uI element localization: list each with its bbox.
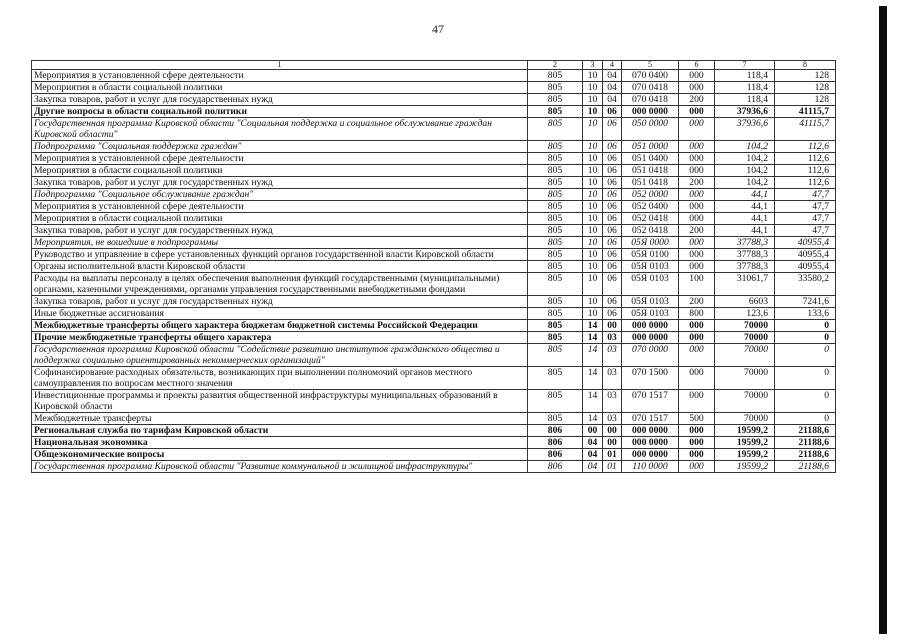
- code-target-cell: 070 0400: [622, 70, 679, 82]
- row-name-cell: Мероприятия в области социальной политики: [32, 213, 528, 225]
- code-admin-cell: 805: [528, 344, 583, 367]
- table-row: [32, 296, 836, 308]
- code-subsection-cell: 04: [603, 94, 622, 106]
- table-row: [32, 249, 836, 261]
- header-cell: 1: [32, 61, 528, 70]
- header-cell: 7: [715, 61, 775, 70]
- amount-year2-cell: 0: [775, 320, 836, 332]
- code-target-cell: 052 0400: [622, 201, 679, 213]
- amount-year2-cell: 0: [775, 344, 836, 367]
- code-target-cell: 05Я 0103: [622, 261, 679, 273]
- code-target-cell: 051 0418: [622, 165, 679, 177]
- code-target-cell: 05Я 0103: [622, 308, 679, 320]
- code-section-cell: 04: [583, 437, 603, 449]
- code-subsection-cell: 03: [603, 344, 622, 367]
- code-target-cell: 05Я 0103: [622, 273, 679, 296]
- amount-year1-cell: 37788,3: [715, 249, 775, 261]
- table-row: [32, 367, 836, 390]
- row-name-cell: Государственная программа Кировской области "Развитие коммунальной и жилищной инфраструктуры": [32, 461, 528, 473]
- amount-year1-cell: 44,1: [715, 225, 775, 237]
- table-row: [32, 425, 836, 437]
- code-section-cell: 14: [583, 344, 603, 367]
- code-subsection-cell: 01: [603, 461, 622, 473]
- amount-year1-cell: 118,4: [715, 94, 775, 106]
- code-subsection-cell: 03: [603, 367, 622, 390]
- table-row: [32, 201, 836, 213]
- code-target-cell: 052 0000: [622, 189, 679, 201]
- table-row: [32, 308, 836, 320]
- code-subsection-cell: 06: [603, 141, 622, 153]
- header-cell: 2: [528, 61, 583, 70]
- row-name-cell: Мероприятия в установленной сфере деятельности: [32, 70, 528, 82]
- code-section-cell: 14: [583, 332, 603, 344]
- amount-year1-cell: 104,2: [715, 141, 775, 153]
- row-name-cell: Региональная служба по тарифам Кировской области: [32, 425, 528, 437]
- code-section-cell: 10: [583, 201, 603, 213]
- amount-year1-cell: 118,4: [715, 82, 775, 94]
- code-section-cell: 14: [583, 413, 603, 425]
- code-section-cell: 10: [583, 237, 603, 249]
- table-row: [32, 213, 836, 225]
- code-admin-cell: 805: [528, 261, 583, 273]
- code-subsection-cell: 06: [603, 189, 622, 201]
- amount-year1-cell: 37936,6: [715, 118, 775, 141]
- code-admin-cell: 806: [528, 437, 583, 449]
- code-admin-cell: 805: [528, 332, 583, 344]
- code-admin-cell: 805: [528, 296, 583, 308]
- code-admin-cell: 805: [528, 82, 583, 94]
- code-admin-cell: 805: [528, 390, 583, 413]
- amount-year2-cell: 41115,7: [775, 106, 836, 118]
- code-type-cell: 000: [679, 367, 715, 390]
- code-type-cell: 500: [679, 413, 715, 425]
- header-cell: 5: [622, 61, 679, 70]
- code-section-cell: 10: [583, 308, 603, 320]
- code-section-cell: 10: [583, 141, 603, 153]
- amount-year2-cell: 40955,4: [775, 261, 836, 273]
- code-subsection-cell: 06: [603, 261, 622, 273]
- page-number: 47: [432, 22, 444, 36]
- amount-year2-cell: 112,6: [775, 153, 836, 165]
- amount-year2-cell: 21188,6: [775, 425, 836, 437]
- table-row: [32, 70, 836, 82]
- code-admin-cell: 805: [528, 70, 583, 82]
- code-type-cell: 000: [679, 261, 715, 273]
- row-name-cell: Межбюджетные трансферты общего характера бюджетам бюджетной системы Российской Федерации: [32, 320, 528, 332]
- row-name-cell: Межбюджетные трансферты: [32, 413, 528, 425]
- table-row: [32, 225, 836, 237]
- code-subsection-cell: 04: [603, 70, 622, 82]
- row-name-cell: Мероприятия в установленной сфере деятельности: [32, 153, 528, 165]
- code-admin-cell: 805: [528, 106, 583, 118]
- code-subsection-cell: 06: [603, 249, 622, 261]
- code-target-cell: 051 0418: [622, 177, 679, 189]
- code-subsection-cell: 06: [603, 273, 622, 296]
- code-type-cell: 000: [679, 237, 715, 249]
- code-type-cell: 000: [679, 449, 715, 461]
- row-name-cell: Руководство и управление в сфере установленных функций органов государственной власти Кировской области: [32, 249, 528, 261]
- code-subsection-cell: 06: [603, 118, 622, 141]
- code-target-cell: 052 0418: [622, 213, 679, 225]
- code-admin-cell: 805: [528, 320, 583, 332]
- code-admin-cell: 805: [528, 177, 583, 189]
- code-target-cell: 000 0000: [622, 332, 679, 344]
- code-type-cell: 000: [679, 332, 715, 344]
- row-name-cell: Инвестиционные программы и проекты развития общественной инфраструктуры муниципальных образований в Кировской области: [32, 390, 528, 413]
- code-target-cell: 05Я 0103: [622, 296, 679, 308]
- amount-year2-cell: 128: [775, 82, 836, 94]
- amount-year2-cell: 112,6: [775, 177, 836, 189]
- code-subsection-cell: 03: [603, 413, 622, 425]
- table-row: [32, 413, 836, 425]
- table-row: [32, 106, 836, 118]
- code-section-cell: 10: [583, 82, 603, 94]
- amount-year2-cell: 128: [775, 94, 836, 106]
- code-target-cell: 000 0000: [622, 320, 679, 332]
- row-name-cell: Мероприятия, не вошедшие в подпрограммы: [32, 237, 528, 249]
- amount-year2-cell: 0: [775, 367, 836, 390]
- code-subsection-cell: 00: [603, 437, 622, 449]
- code-subsection-cell: 06: [603, 106, 622, 118]
- budget-table-body: [32, 61, 836, 473]
- code-target-cell: 050 0000: [622, 118, 679, 141]
- amount-year1-cell: 70000: [715, 332, 775, 344]
- row-name-cell: Софинансирование расходных обязательств, возникающих при выполнении полномочий органов местного самоуправления по вопросам местного значения: [32, 367, 528, 390]
- code-admin-cell: 805: [528, 213, 583, 225]
- code-target-cell: 052 0418: [622, 225, 679, 237]
- code-subsection-cell: 06: [603, 165, 622, 177]
- code-target-cell: 05Я 0000: [622, 237, 679, 249]
- row-name-cell: Прочие межбюджетные трансферты общего характера: [32, 332, 528, 344]
- amount-year1-cell: 44,1: [715, 201, 775, 213]
- amount-year2-cell: 0: [775, 332, 836, 344]
- amount-year2-cell: 47,7: [775, 189, 836, 201]
- table-row: [32, 390, 836, 413]
- code-target-cell: 110 0000: [622, 461, 679, 473]
- code-admin-cell: 805: [528, 273, 583, 296]
- table-row: [32, 261, 836, 273]
- code-type-cell: 000: [679, 141, 715, 153]
- code-subsection-cell: 00: [603, 425, 622, 437]
- amount-year1-cell: 70000: [715, 413, 775, 425]
- code-type-cell: 000: [679, 461, 715, 473]
- code-subsection-cell: 06: [603, 153, 622, 165]
- code-type-cell: 000: [679, 153, 715, 165]
- code-admin-cell: 805: [528, 367, 583, 390]
- code-subsection-cell: 06: [603, 296, 622, 308]
- code-type-cell: 000: [679, 213, 715, 225]
- amount-year2-cell: 112,6: [775, 141, 836, 153]
- header-cell: 3: [583, 61, 603, 70]
- code-admin-cell: 805: [528, 118, 583, 141]
- row-name-cell: Государственная программа Кировской области "Содействие развитию институтов гражданского общества и поддержка социально ориентированных некоммерческих организаций": [32, 344, 528, 367]
- code-admin-cell: 805: [528, 237, 583, 249]
- scan-edge-bar: [879, 6, 887, 634]
- code-subsection-cell: 06: [603, 201, 622, 213]
- code-section-cell: 14: [583, 320, 603, 332]
- amount-year2-cell: 41115,7: [775, 118, 836, 141]
- table-row: [32, 344, 836, 367]
- code-section-cell: 10: [583, 165, 603, 177]
- code-subsection-cell: 06: [603, 237, 622, 249]
- amount-year1-cell: 19599,2: [715, 425, 775, 437]
- table-row: [32, 332, 836, 344]
- code-section-cell: 10: [583, 153, 603, 165]
- table-row: [32, 237, 836, 249]
- code-type-cell: 000: [679, 390, 715, 413]
- code-subsection-cell: 03: [603, 332, 622, 344]
- code-type-cell: 000: [679, 201, 715, 213]
- code-subsection-cell: 00: [603, 320, 622, 332]
- code-section-cell: 10: [583, 296, 603, 308]
- code-section-cell: 10: [583, 225, 603, 237]
- code-admin-cell: 805: [528, 153, 583, 165]
- code-subsection-cell: 01: [603, 449, 622, 461]
- code-type-cell: 200: [679, 225, 715, 237]
- code-type-cell: 200: [679, 94, 715, 106]
- amount-year1-cell: 104,2: [715, 153, 775, 165]
- code-target-cell: 070 1500: [622, 367, 679, 390]
- table-row: [32, 177, 836, 189]
- code-subsection-cell: 06: [603, 177, 622, 189]
- amount-year2-cell: 33580,2: [775, 273, 836, 296]
- code-type-cell: 000: [679, 249, 715, 261]
- code-target-cell: 051 0000: [622, 141, 679, 153]
- amount-year1-cell: 37936,6: [715, 106, 775, 118]
- row-name-cell: Закупка товаров, работ и услуг для государственных нужд: [32, 94, 528, 106]
- amount-year1-cell: 19599,2: [715, 437, 775, 449]
- row-name-cell: Мероприятия в установленной сфере деятельности: [32, 201, 528, 213]
- table-row: [32, 118, 836, 141]
- code-section-cell: 04: [583, 461, 603, 473]
- amount-year1-cell: 19599,2: [715, 461, 775, 473]
- code-admin-cell: 805: [528, 249, 583, 261]
- code-target-cell: 070 1517: [622, 413, 679, 425]
- code-type-cell: 000: [679, 189, 715, 201]
- row-name-cell: Общеэкономические вопросы: [32, 449, 528, 461]
- amount-year2-cell: 112,6: [775, 165, 836, 177]
- code-target-cell: 070 0418: [622, 82, 679, 94]
- amount-year1-cell: 6603: [715, 296, 775, 308]
- code-subsection-cell: 06: [603, 225, 622, 237]
- amount-year1-cell: 123,6: [715, 308, 775, 320]
- code-type-cell: 000: [679, 425, 715, 437]
- amount-year1-cell: 70000: [715, 390, 775, 413]
- row-name-cell: Расходы на выплаты персоналу в целях обеспечения выполнения функций государственными (муниципальными) органами, казенными учреждениями, органами управления государственными внебюджетными фондами: [32, 273, 528, 296]
- amount-year2-cell: 47,7: [775, 201, 836, 213]
- code-admin-cell: 806: [528, 461, 583, 473]
- table-row: [32, 273, 836, 296]
- row-name-cell: Закупка товаров, работ и услуг для государственных нужд: [32, 177, 528, 189]
- code-section-cell: 10: [583, 106, 603, 118]
- code-section-cell: 04: [583, 449, 603, 461]
- row-name-cell: Национальная экономика: [32, 437, 528, 449]
- table-row: [32, 437, 836, 449]
- code-section-cell: 10: [583, 70, 603, 82]
- amount-year1-cell: 44,1: [715, 189, 775, 201]
- amount-year1-cell: 19599,2: [715, 449, 775, 461]
- header-cell: 6: [679, 61, 715, 70]
- code-admin-cell: 806: [528, 425, 583, 437]
- row-name-cell: Закупка товаров, работ и услуг для государственных нужд: [32, 225, 528, 237]
- code-type-cell: 000: [679, 82, 715, 94]
- row-name-cell: Подпрограмма "Социальная поддержка граждан": [32, 141, 528, 153]
- amount-year1-cell: 44,1: [715, 213, 775, 225]
- code-admin-cell: 805: [528, 308, 583, 320]
- header-cell: 4: [603, 61, 622, 70]
- code-admin-cell: 805: [528, 141, 583, 153]
- code-admin-cell: 805: [528, 165, 583, 177]
- amount-year2-cell: 128: [775, 70, 836, 82]
- code-target-cell: 070 0418: [622, 94, 679, 106]
- amount-year1-cell: 104,2: [715, 177, 775, 189]
- table-row: [32, 189, 836, 201]
- code-admin-cell: 805: [528, 94, 583, 106]
- table-row: [32, 165, 836, 177]
- table-row: [32, 82, 836, 94]
- row-name-cell: Мероприятия в области социальной политики: [32, 165, 528, 177]
- amount-year2-cell: 21188,6: [775, 449, 836, 461]
- row-name-cell: Подпрограмма "Социальное обслуживание граждан": [32, 189, 528, 201]
- row-name-cell: Мероприятия в области социальной политики: [32, 82, 528, 94]
- code-target-cell: 070 0000: [622, 344, 679, 367]
- code-type-cell: 800: [679, 308, 715, 320]
- amount-year2-cell: 0: [775, 390, 836, 413]
- amount-year2-cell: 7241,6: [775, 296, 836, 308]
- amount-year2-cell: 0: [775, 413, 836, 425]
- code-section-cell: 10: [583, 94, 603, 106]
- amount-year2-cell: 40955,4: [775, 249, 836, 261]
- budget-table: [31, 60, 836, 473]
- code-section-cell: 10: [583, 189, 603, 201]
- amount-year1-cell: 70000: [715, 320, 775, 332]
- code-type-cell: 200: [679, 177, 715, 189]
- amount-year1-cell: 37788,3: [715, 237, 775, 249]
- row-name-cell: Закупка товаров, работ и услуг для государственных нужд: [32, 296, 528, 308]
- code-type-cell: 100: [679, 273, 715, 296]
- code-subsection-cell: 06: [603, 213, 622, 225]
- code-section-cell: 10: [583, 213, 603, 225]
- code-subsection-cell: 06: [603, 308, 622, 320]
- code-section-cell: 14: [583, 367, 603, 390]
- code-target-cell: 070 1517: [622, 390, 679, 413]
- code-target-cell: 000 0000: [622, 449, 679, 461]
- code-target-cell: 051 0400: [622, 153, 679, 165]
- table-row: [32, 153, 836, 165]
- amount-year2-cell: 47,7: [775, 213, 836, 225]
- code-type-cell: 000: [679, 106, 715, 118]
- code-admin-cell: 806: [528, 449, 583, 461]
- code-subsection-cell: 04: [603, 82, 622, 94]
- code-target-cell: 000 0000: [622, 106, 679, 118]
- row-name-cell: Другие вопросы в области социальной политики: [32, 106, 528, 118]
- code-type-cell: 000: [679, 437, 715, 449]
- code-section-cell: 10: [583, 249, 603, 261]
- code-admin-cell: 805: [528, 225, 583, 237]
- code-type-cell: 000: [679, 118, 715, 141]
- code-section-cell: 10: [583, 177, 603, 189]
- row-name-cell: Органы исполнительной власти Кировской области: [32, 261, 528, 273]
- amount-year1-cell: 118,4: [715, 70, 775, 82]
- code-section-cell: 10: [583, 261, 603, 273]
- amount-year2-cell: 133,6: [775, 308, 836, 320]
- code-admin-cell: 805: [528, 189, 583, 201]
- amount-year2-cell: 40955,4: [775, 237, 836, 249]
- amount-year2-cell: 21188,6: [775, 437, 836, 449]
- code-target-cell: 000 0000: [622, 437, 679, 449]
- code-target-cell: 000 0000: [622, 425, 679, 437]
- code-type-cell: 200: [679, 296, 715, 308]
- amount-year2-cell: 47,7: [775, 225, 836, 237]
- amount-year1-cell: 31061,7: [715, 273, 775, 296]
- code-type-cell: 000: [679, 165, 715, 177]
- code-target-cell: 05Я 0100: [622, 249, 679, 261]
- amount-year2-cell: 21188,6: [775, 461, 836, 473]
- table-row: [32, 94, 836, 106]
- code-section-cell: 00: [583, 425, 603, 437]
- table-row: [32, 320, 836, 332]
- code-admin-cell: 805: [528, 413, 583, 425]
- code-section-cell: 10: [583, 273, 603, 296]
- amount-year1-cell: 70000: [715, 344, 775, 367]
- code-subsection-cell: 03: [603, 390, 622, 413]
- code-type-cell: 000: [679, 344, 715, 367]
- code-section-cell: 10: [583, 118, 603, 141]
- row-name-cell: Государственная программа Кировской области "Социальная поддержка и социальное обслуживание граждан Кировской области": [32, 118, 528, 141]
- table-row: [32, 461, 836, 473]
- code-type-cell: 000: [679, 320, 715, 332]
- header-row: [32, 61, 836, 70]
- code-admin-cell: 805: [528, 201, 583, 213]
- amount-year1-cell: 37788,3: [715, 261, 775, 273]
- table-row: [32, 141, 836, 153]
- code-type-cell: 000: [679, 70, 715, 82]
- amount-year1-cell: 70000: [715, 367, 775, 390]
- code-section-cell: 14: [583, 390, 603, 413]
- amount-year1-cell: 104,2: [715, 165, 775, 177]
- table-row: [32, 449, 836, 461]
- row-name-cell: Иные бюджетные ассигнования: [32, 308, 528, 320]
- header-cell: 8: [775, 61, 836, 70]
